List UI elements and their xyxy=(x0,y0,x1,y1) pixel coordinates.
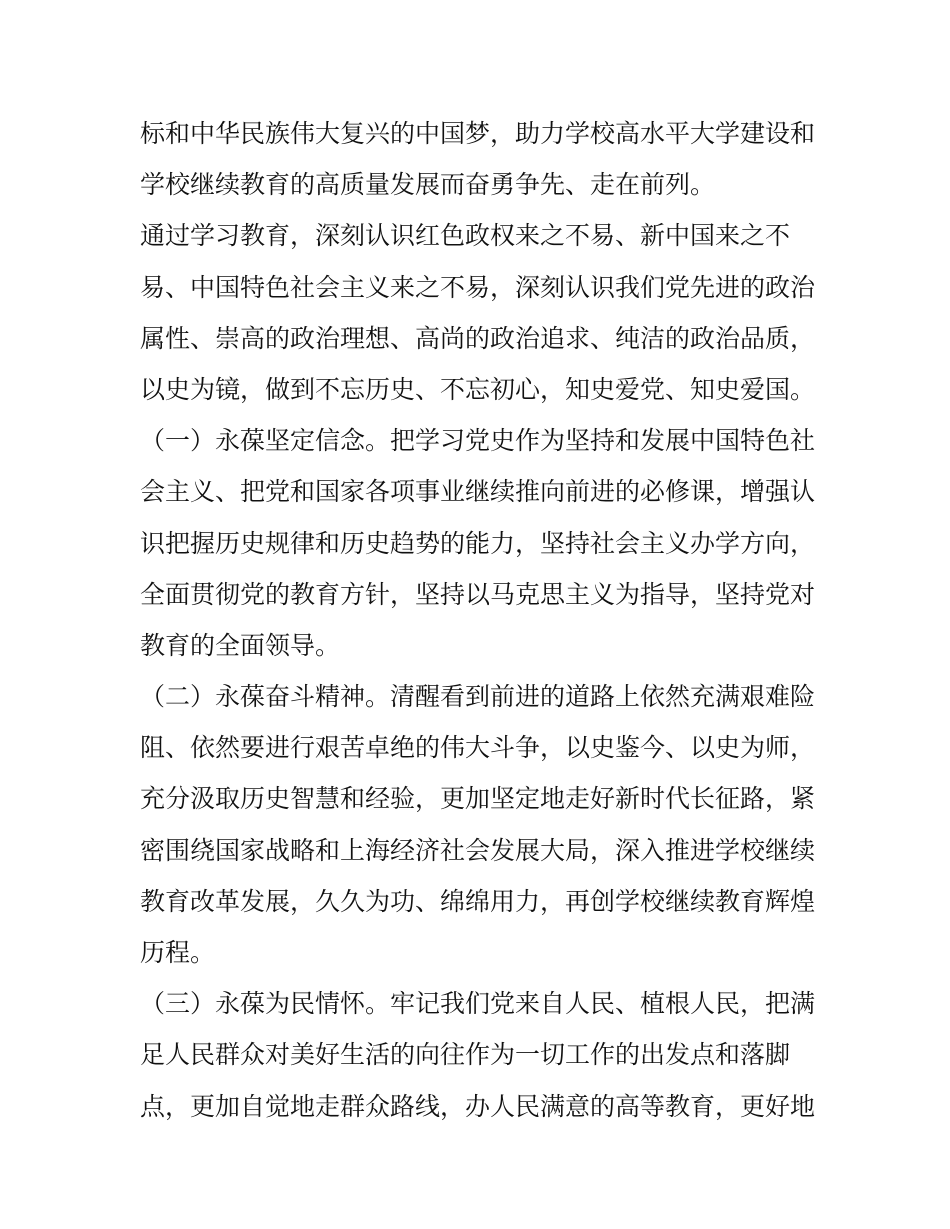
text-line: 点，更加自觉地走群众路线，办人民满意的高等教育，更好地 xyxy=(140,1091,816,1121)
text-line: （一）永葆坚定信念。把学习党史作为坚持和发展中国特色社 xyxy=(140,426,816,456)
document-page xyxy=(140,108,816,1132)
text-line: 标和中华民族伟大复兴的中国梦，助力学校高水平大学建设和 xyxy=(140,119,816,148)
text-line: （二）永葆奋斗精神。清醒看到前进的道路上依然充满艰难险 xyxy=(140,682,816,712)
text-line: 识把握历史规律和历史趋势的能力，坚持社会主义办学方向， xyxy=(140,528,816,558)
text-line: 教育改革发展，久久为功、绵绵用力，再创学校继续教育辉煌 xyxy=(140,886,816,916)
text-line: 充分汲取历史智慧和经验，更加坚定地走好新时代长征路，紧 xyxy=(140,784,816,814)
text-line: 足人民群众对美好生活的向往作为一切工作的出发点和落脚 xyxy=(140,1040,791,1070)
text-line: 全面贯彻党的教育方针，坚持以马克思主义为指导，坚持党对 xyxy=(140,579,816,609)
text-line: （三）永葆为民情怀。牢记我们党来自人民、植根人民，把满 xyxy=(140,989,816,1019)
text-line: 阻、依然要进行艰苦卓绝的伟大斗争，以史鉴今、以史为师， xyxy=(140,733,816,763)
text-line: 密围绕国家战略和上海经济社会发展大局，深入推进学校继续 xyxy=(140,835,816,865)
text-line: 历程。 xyxy=(140,938,216,967)
text-line: 通过学习教育，深刻认识红色政权来之不易、新中国来之不 xyxy=(140,221,791,251)
text-line: 教育的全面领导。 xyxy=(140,630,341,660)
text-line: 学校继续教育的高质量发展而奋勇争先、走在前列。 xyxy=(140,170,716,200)
text-line: 属性、崇高的政治理想、高尚的政治追求、纯洁的政治品质， xyxy=(140,323,816,353)
text-line: 会主义、把党和国家各项事业继续推向前进的必修课，增强认 xyxy=(140,477,816,507)
text-line: 以史为镜，做到不忘历史、不忘初心，知史爱党、知史爱国。 xyxy=(140,374,816,404)
text-line: 易、中国特色社会主义来之不易，深刻认识我们党先进的政治 xyxy=(140,272,816,302)
